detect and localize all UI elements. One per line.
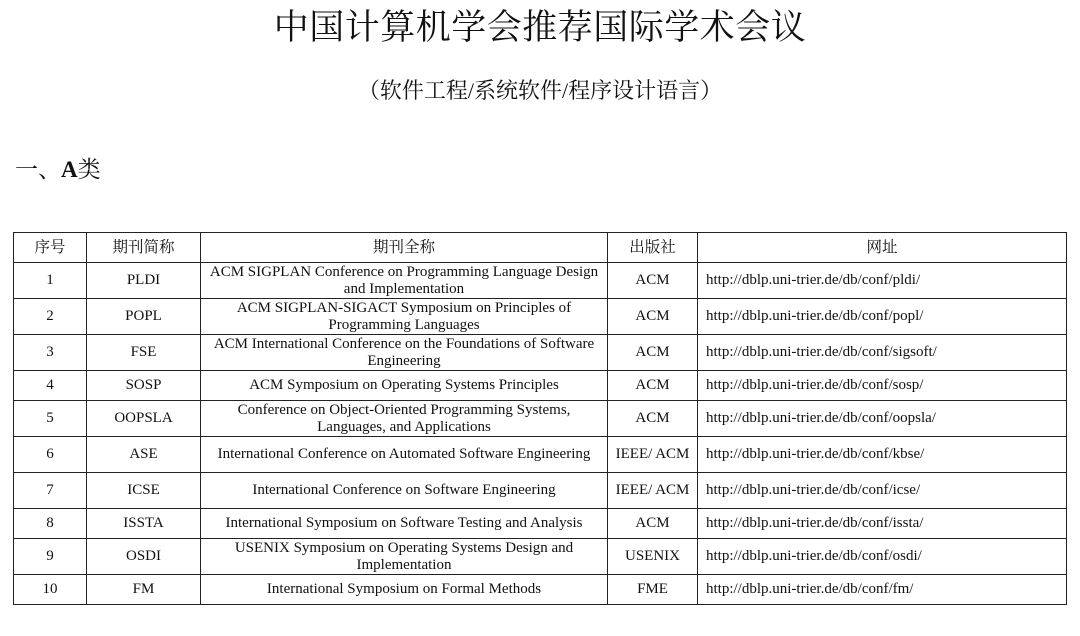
conference-url[interactable]: http://dblp.uni-trier.de/db/conf/osdi/ xyxy=(698,539,1067,575)
conference-table xyxy=(13,232,1067,605)
conference-publisher: ACM xyxy=(608,335,698,371)
conference-full-name: Conference on Object-Oriented Programming Systems, Languages, and Applications xyxy=(201,401,608,437)
conference-abbreviation: ISSTA xyxy=(87,509,201,539)
conference-url[interactable]: http://dblp.uni-trier.de/db/conf/kbse/ xyxy=(698,437,1067,473)
column-header-publisher: 出版社 xyxy=(608,233,698,263)
table-row xyxy=(14,401,1067,437)
conference-publisher: FME xyxy=(608,575,698,605)
row-number: 7 xyxy=(14,473,87,509)
conference-publisher: ACM xyxy=(608,401,698,437)
table-row xyxy=(14,575,1067,605)
conference-publisher: USENIX xyxy=(608,539,698,575)
table-row xyxy=(14,335,1067,371)
conference-url[interactable]: http://dblp.uni-trier.de/db/conf/icse/ xyxy=(698,473,1067,509)
conference-url[interactable]: http://dblp.uni-trier.de/db/conf/sigsoft/ xyxy=(698,335,1067,371)
conference-full-name: International Conference on Software Engineering xyxy=(201,473,608,509)
row-number: 9 xyxy=(14,539,87,575)
row-number: 5 xyxy=(14,401,87,437)
page-subtitle: （软件工程/系统软件/程序设计语言） xyxy=(357,78,723,103)
conference-abbreviation: FM xyxy=(87,575,201,605)
conference-abbreviation: ICSE xyxy=(87,473,201,509)
table-row xyxy=(14,539,1067,575)
conference-full-name: ACM International Conference on the Foundations of Software Engineering xyxy=(201,335,608,371)
conference-publisher: ACM xyxy=(608,263,698,299)
conference-full-name: USENIX Symposium on Operating Systems Design and Implementation xyxy=(201,539,608,575)
table-row xyxy=(14,299,1067,335)
conference-publisher: ACM xyxy=(608,371,698,401)
conference-abbreviation: ASE xyxy=(87,437,201,473)
column-header-abbreviation: 期刊简称 xyxy=(87,233,201,263)
conference-publisher: IEEE/ ACM xyxy=(608,437,698,473)
conference-full-name: ACM SIGPLAN Conference on Programming Language Design and Implementation xyxy=(201,263,608,299)
table-row xyxy=(14,437,1067,473)
conference-full-name: ACM SIGPLAN-SIGACT Symposium on Principles of Programming Languages xyxy=(201,299,608,335)
conference-abbreviation: FSE xyxy=(87,335,201,371)
table-header-row xyxy=(14,233,1067,263)
section-heading xyxy=(15,155,101,185)
conference-url[interactable]: http://dblp.uni-trier.de/db/conf/popl/ xyxy=(698,299,1067,335)
table-row xyxy=(14,263,1067,299)
conference-full-name: International Conference on Automated Software Engineering xyxy=(201,437,608,473)
row-number: 10 xyxy=(14,575,87,605)
column-header-number: 序号 xyxy=(14,233,87,263)
conference-full-name: ACM Symposium on Operating Systems Principles xyxy=(201,371,608,401)
conference-url[interactable]: http://dblp.uni-trier.de/db/conf/issta/ xyxy=(698,509,1067,539)
row-number: 1 xyxy=(14,263,87,299)
conference-abbreviation: OSDI xyxy=(87,539,201,575)
table-row xyxy=(14,473,1067,509)
conference-url[interactable]: http://dblp.uni-trier.de/db/conf/pldi/ xyxy=(698,263,1067,299)
conference-abbreviation: POPL xyxy=(87,299,201,335)
conference-abbreviation: OOPSLA xyxy=(87,401,201,437)
conference-url[interactable]: http://dblp.uni-trier.de/db/conf/fm/ xyxy=(698,575,1067,605)
column-header-url: 网址 xyxy=(698,233,1067,263)
row-number: 3 xyxy=(14,335,87,371)
conference-full-name: International Symposium on Software Testing and Analysis xyxy=(201,509,608,539)
conference-url[interactable]: http://dblp.uni-trier.de/db/conf/sosp/ xyxy=(698,371,1067,401)
conference-full-name: International Symposium on Formal Methods xyxy=(201,575,608,605)
section-suffix: 类 xyxy=(77,157,101,182)
page-title: 中国计算机学会推荐国际学术会议 xyxy=(273,8,807,47)
conference-publisher: ACM xyxy=(608,509,698,539)
conference-publisher: IEEE/ ACM xyxy=(608,473,698,509)
conference-publisher: ACM xyxy=(608,299,698,335)
column-header-full-name: 期刊全称 xyxy=(201,233,608,263)
row-number: 8 xyxy=(14,509,87,539)
row-number: 4 xyxy=(14,371,87,401)
conference-abbreviation: PLDI xyxy=(87,263,201,299)
row-number: 2 xyxy=(14,299,87,335)
section-letter: A xyxy=(61,157,78,182)
table-row xyxy=(14,371,1067,401)
table-row xyxy=(14,509,1067,539)
row-number: 6 xyxy=(14,437,87,473)
section-prefix: 一、 xyxy=(15,157,61,182)
conference-url[interactable]: http://dblp.uni-trier.de/db/conf/oopsla/ xyxy=(698,401,1067,437)
conference-abbreviation: SOSP xyxy=(87,371,201,401)
